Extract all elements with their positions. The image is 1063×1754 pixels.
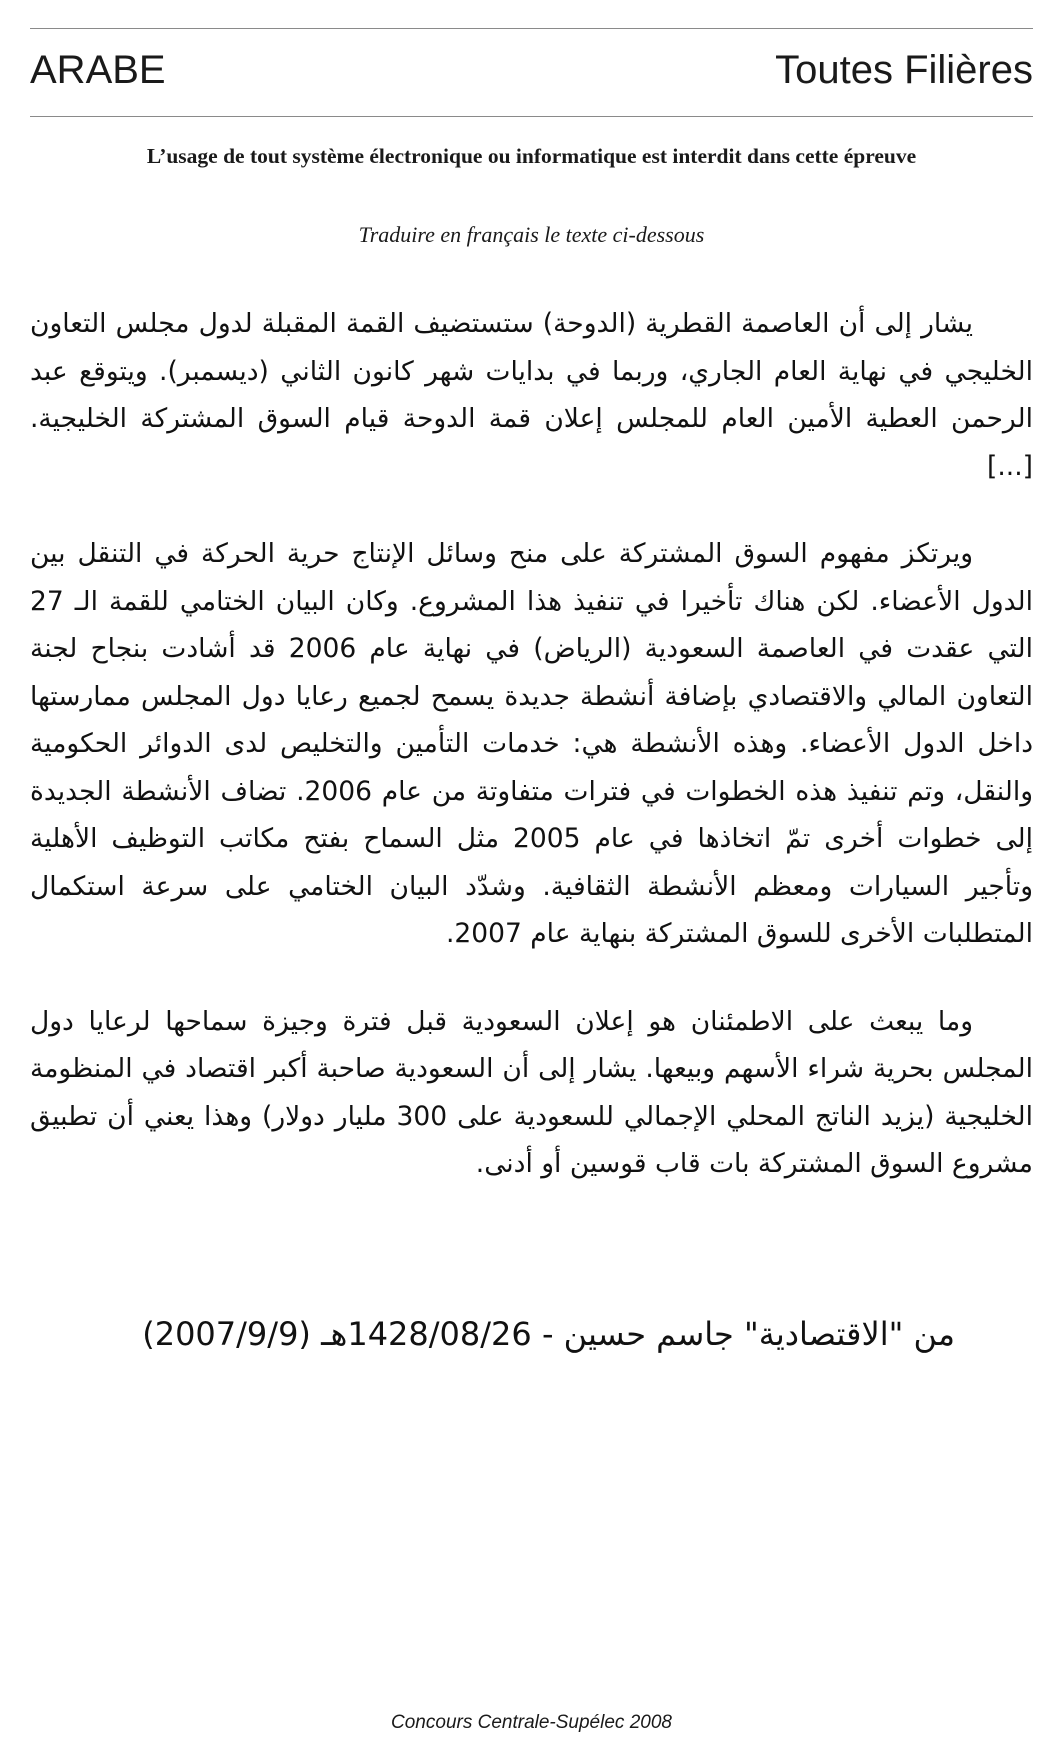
track-title: Toutes Filières: [775, 48, 1033, 92]
subject-title: ARABE: [30, 48, 166, 92]
paragraph-3: وما يبعث على الاطمئنان هو إعلان السعودية قبل فترة وجيزة سماحها لرعايا دول المجلس بحرية شراء الأسهم وبيعها. يشار إلى أن السعودية صاحبة أكبر اقتصاد في المنظومة الخليجية (يزيد الناتج المحلي الإجمالي للسعودية على 300 مليار دولار) وهذا يعني أن تطبيق مشروع السوق المشتركة بات قاب قوسين أو أدنى.: [30, 1005, 1033, 1179]
header-rule: [30, 116, 1033, 117]
exam-notice: L’usage de tout système électronique ou informatique est interdit dans cette épreuve: [146, 144, 917, 168]
arabic-passage: [30, 300, 1033, 1228]
page-footer: Concours Centrale-Supélec 2008: [391, 1712, 672, 1733]
exam-instruction: Traduire en français le texte ci-dessous: [358, 222, 705, 247]
source-citation: من "الاقتصادية" جاسم حسين - 1428/08/26هـ (2007/9/9): [142, 1315, 955, 1353]
paragraph-1: يشار إلى أن العاصمة القطرية (الدوحة) ستستضيف القمة المقبلة لدول مجلس التعاون الخليجي في نهاية العام الجاري، وربما في بدايات شهر كانون الثاني (ديسمبر). ويتوقع عبد الرحمن العطية الأمين العام للمجلس إعلان قمة الدوحة قيام السوق المشتركة الخليجية. [...]: [30, 308, 1033, 482]
top-rule: [30, 28, 1033, 29]
paragraph-2: ويرتكز مفهوم السوق المشتركة على منح وسائل الإنتاج حرية الحركة في التنقل بين الدول الأعضاء. لكن هناك تأخيرا في تنفيذ هذا المشروع. وكان البيان الختامي للقمة الـ 27 التي عقدت في العاصمة السعودية (الرياض) في نهاية عام 2006 قد أشادت بنجاح لجنة التعاون المالي والاقتصادي بإضافة أنشطة جديدة يسمح لجميع رعايا دول المجلس ممارستها داخل الدول الأعضاء. وهذه الأنشطة هي: خدمات التأمين والتخليص لدى الدوائر الحكومية والنقل، وتم تنفيذ هذه الخطوات في فترات متفاوتة من عام 2006. تضاف الأنشطة الجديدة إلى خطوات أخرى تمّ اتخاذها في عام 2005 مثل السماح بفتح مكاتب التوظيف الأهلية وتأجير السيارات ومعظم الأنشطة الثقافية. وشدّد البيان الختامي على سرعة استكمال المتطلبات الأخرى للسوق المشتركة بنهاية عام 2007.: [30, 538, 1033, 949]
